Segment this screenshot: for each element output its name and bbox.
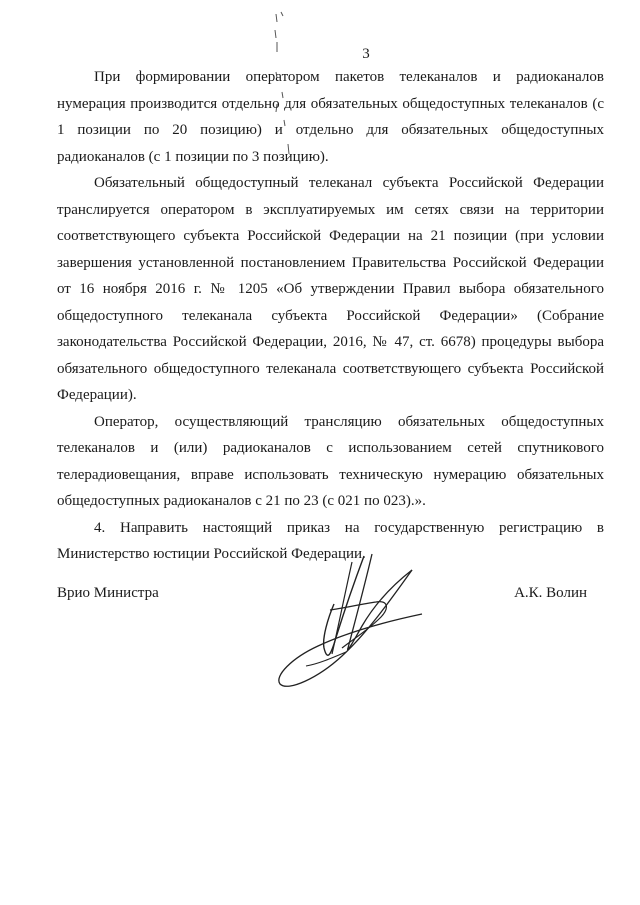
paragraph-numbering: При формировании оператором пакетов телеканалов и радиоканалов нумерация производится отдельно для обязательных общедоступных телеканалов (с 1 позиции по 20 позицию) и отдельно для обязательных общедоступных радиоканалов (с 1 позиции по 3 позицию).	[57, 69, 604, 165]
paragraph-regional-channel: Обязательный общедоступный телеканал субъекта Российской Федерации транслируется оператором в эксплуатируемых им сетях связи на территории соответствующего субъекта Российской Федерации на 21 позиции (при условии завершения установленной постановлением Правительства Российской Федерации от 16 ноября 2016 г. № 1205 «Об утверждении Правил выбора обязательного общедоступного телеканала субъекта Российской Федерации» (Собрание законодательства Российской Федерации, 2016, № 47, ст. 6678) процедуры выбора обязательного общедоступного телеканала соответствующего субъекта Российской Федерации).	[57, 175, 604, 403]
document-body	[57, 64, 604, 568]
handwritten-signature	[272, 548, 432, 698]
paragraph-registration: 4. Направить настоящий приказ на государственную регистрацию в Министерство юстиции Российской Федерации.	[57, 519, 604, 562]
page-number: 3	[362, 46, 370, 62]
signatory-position: Врио Министра	[57, 585, 159, 601]
paragraph-satellite-operator: Оператор, осуществляющий трансляцию обязательных общедоступных телеканалов и (или) радиоканалов с использованием сетей спутникового телерадиовещания, вправе использовать техническую нумерацию обязательных общедоступных радиоканалов с 21 по 23 (с 021 по 023).».	[57, 413, 604, 509]
signatory-name: А.К. Волин	[514, 585, 587, 601]
